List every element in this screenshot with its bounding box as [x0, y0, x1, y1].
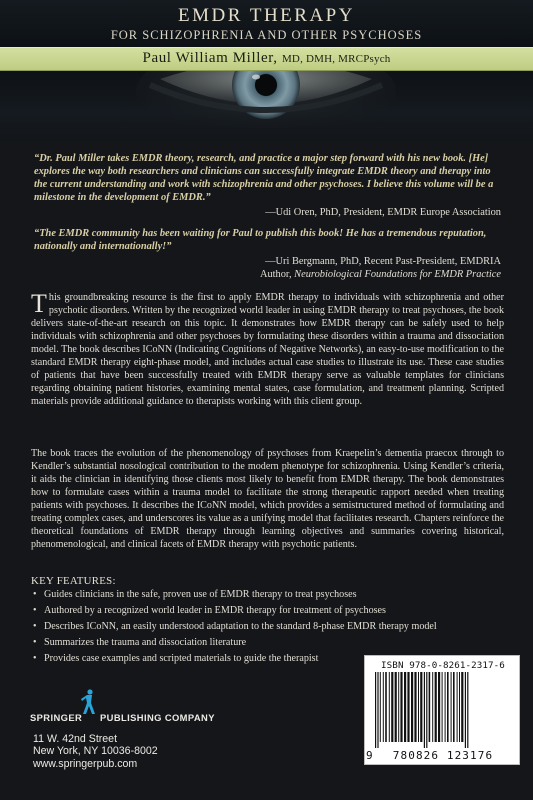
barcode-bar: [420, 672, 422, 742]
book-title: EMDR THERAPY: [178, 5, 355, 26]
endorsement-quote: “Dr. Paul Miller takes EMDR theory, research, and practice a major step forward with his new book. [He] explores the way both researchers and clinicians can successfully integrate EMDR theory and therapy into the current understanding and work with schizophrenia and other psychoses. I believe this volume will be a milestone in the development of EMDR.”: [34, 153, 494, 203]
author-name: Paul William Miller,: [142, 50, 278, 66]
publisher-website: www.springerpub.com: [33, 757, 138, 770]
description-paragraph: [31, 289, 504, 409]
endorsement-quote: “The EMDR community has been waiting for Paul to publish this book! He has a tremendous reputation, nationally and internationally!”: [34, 228, 487, 252]
barcode-bar: [451, 672, 452, 742]
barcode-bar: [465, 672, 466, 748]
attribution-line: —Uri Bergmann, PhD, Recent Past-President, EMDRIA: [265, 256, 501, 267]
address-line: New York, NY 10036-8002: [33, 745, 158, 758]
barcode-bar: [453, 672, 455, 742]
barcode-bar: [457, 672, 458, 742]
author-credentials: MD, DMH, MRCPsych: [281, 53, 391, 65]
isbn-barcode: [364, 655, 520, 765]
attribution-book-title: Neurobiological Foundations for EMDR Practice: [294, 269, 501, 280]
barcode-bar: [404, 672, 406, 742]
barcode-bar: [424, 672, 425, 748]
publisher-name-left: SPRINGER: [30, 712, 83, 723]
eye-illustration: [0, 71, 533, 141]
publisher-address: [33, 733, 158, 770]
barcode-bar: [418, 672, 419, 742]
barcode-bar: [385, 672, 387, 742]
barcode-bar: [442, 672, 443, 742]
key-features-heading: KEY FEATURES:: [31, 575, 116, 587]
barcode-bar: [447, 672, 449, 742]
attribution-line: [260, 268, 501, 281]
attribution-prefix: Author,: [259, 269, 295, 280]
barcode-bar: [391, 672, 393, 742]
eye-image: [0, 71, 533, 141]
paragraph-text: his groundbreaking resource is the first to apply EMDR therapy to individuals with schizophrenia and other psychotic disorders. Written by the recognized world leader in using EMDR therapy to treat psychoses, the book delivers state-of-the-art research on this topic. It demonstrates how EMDR therapy can be safely used to help individuals with schizophrenia and other psychoses by formulating these disorders within a trauma and dissociation model. The book describes ICoNN (Indicating Cognitions of Negative Networks), an easy-to-use modification to the standard EMDR therapy eight-phase model, and includes actual case studies to illustrate its use. These case studies of patients that have been successfully treated with EMDR therapy serve as valuable templates for clinicians regarding obtaining patient histories, examining mental states, case formulation, and treatment planning. Scripted materials provide additional guidance to therapists working with this client group.: [31, 292, 504, 407]
publisher-name-right: PUBLISHING COMPANY: [100, 712, 215, 723]
barcode-bar: [461, 672, 463, 742]
endorsement-attribution: [260, 255, 501, 281]
author-line: [0, 50, 533, 67]
springer-figure-icon: [80, 689, 98, 717]
barcode-bar: [426, 672, 427, 748]
list-item: • Summarizes the trauma and dissociation literature: [33, 637, 513, 649]
isbn-number: ISBN 978-0-8261-2317-6: [381, 660, 505, 671]
barcode-digits: 780826 123176: [392, 749, 494, 762]
barcode-bar: [432, 672, 433, 742]
book-subtitle: FOR SCHIZOPHRENIA AND OTHER PSYCHOSES: [110, 28, 423, 42]
barcode-bar: [380, 672, 381, 742]
barcode-bar: [411, 672, 413, 742]
list-item: • Authored by a recognized world leader in EMDR therapy for treatment of psychoses: [33, 605, 513, 617]
barcode-bar: [389, 672, 390, 742]
barcode-bar: [429, 672, 431, 742]
address-line: 11 W. 42nd Street: [33, 733, 118, 745]
list-item: • Provides case examples and scripted materials to guide the therapist: [33, 653, 323, 665]
barcode-bar: [467, 672, 468, 748]
barcode-bar: [407, 672, 409, 742]
barcode-bar: [414, 672, 416, 742]
endorsement-attribution: —Udi Oren, PhD, President, EMDR Europe Association: [265, 207, 501, 218]
barcode-bar: [459, 672, 460, 742]
barcode-bar: [400, 672, 402, 742]
barcode-bar: [375, 672, 376, 748]
barcode-prefix-digit: 9: [366, 749, 373, 762]
barcode-bar: [395, 672, 397, 742]
list-item: • Describes ICoNN, an easily understood adaptation to the standard 8-phase EMDR therapy model: [33, 621, 513, 633]
barcode-bars: [371, 672, 515, 748]
barcode-bar: [377, 672, 378, 748]
barcode-bar: [383, 672, 384, 742]
barcode-bar: [438, 672, 440, 742]
list-item: • Guides clinicians in the safe, proven use of EMDR therapy to treat psychoses: [33, 589, 513, 601]
barcode-bar: [398, 672, 399, 742]
barcode-bar: [435, 672, 437, 742]
barcode-bar: [445, 672, 446, 742]
drop-cap: T: [31, 289, 47, 318]
description-paragraph: The book traces the evolution of the phenomenology of psychoses from Kraepelin’s dementia praecox through to Kendler’s substantial nosological contribution to the modern phenotype for schizophrenia. Using Kendler’s criteria, it aids the clinician in identifying those clients most likely to benefit from EMDR therapy. The book demonstrates how to formulate cases within a trauma model to facilitate the strong therapeutic rapport needed when treating patients with psychoses. It describes the ICoNN model, which provides a semistructured method of formulating and treating complex cases, and underscores its value as a unifying model that facilitates research. Chapters reinforce the theoretical foundations of EMDR therapy through learning objectives and summaries covering historical, phenomenological, and clinical facets of EMDR therapy with psychotic patients.: [31, 448, 504, 550]
